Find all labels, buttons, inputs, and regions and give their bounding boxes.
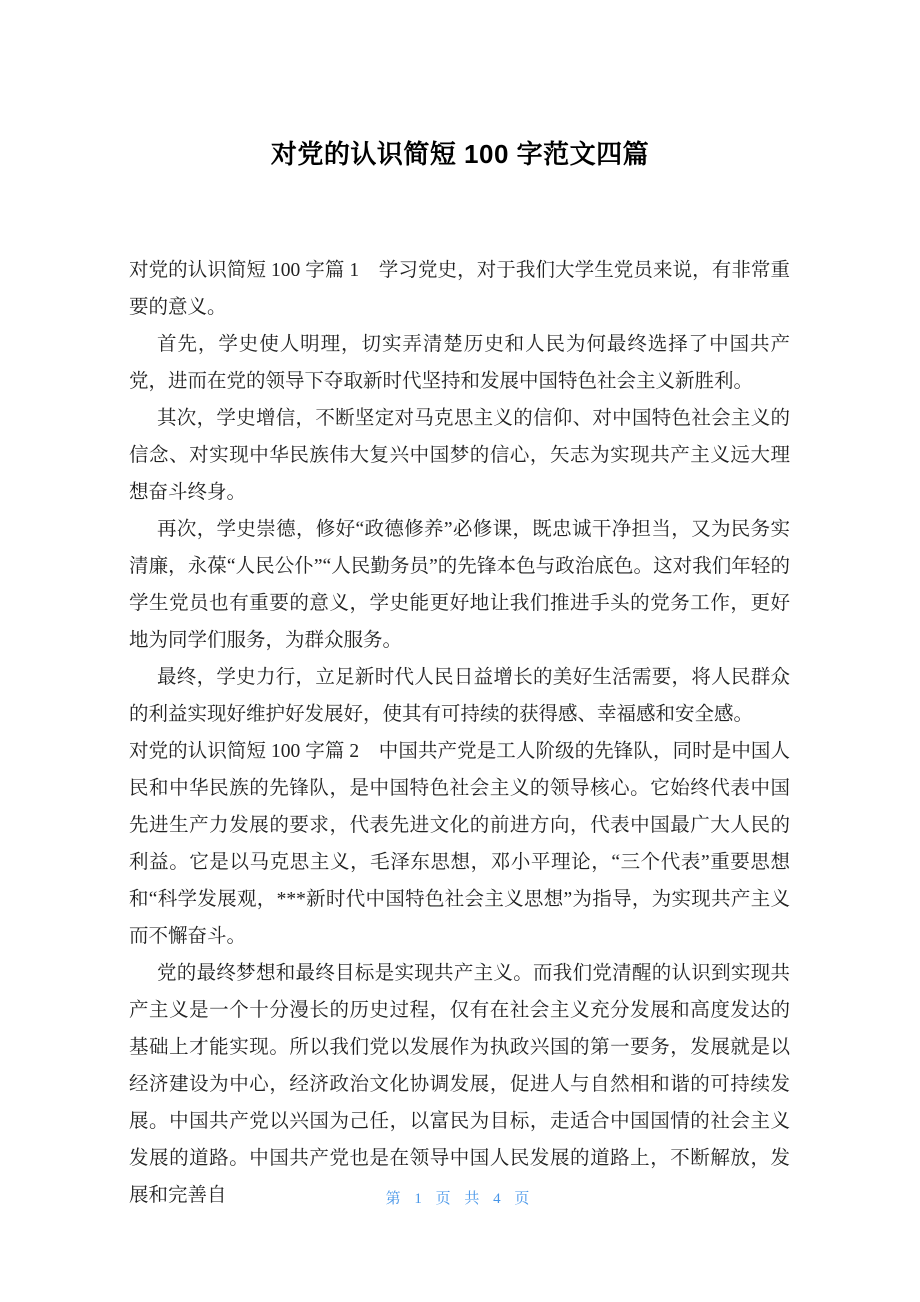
paragraph: 对党的认识简短 100 字篇 2 中国共产党是工人阶级的先锋队，同时是中国人民和中华民族的先锋队，是中国特色社会主义的领导核心。它始终代表中国先进生产力发展的要求，代表先进文化的前进方向，代表中国最广大人民的利益。它是以马克思主义，毛泽东思想，邓小平理论，“三个代表”重要思想和“科学发展观，***新时代中国特色社会主义思想”为指导，为实现共产主义而不懈奋斗。 [129, 741, 790, 947]
document-title: 对党的认识简短 100 字范文四篇 [270, 139, 650, 169]
paragraph: 其次，学史增信，不断坚定对马克思主义的信仰、对中国特色社会主义的信念、对实现中华民族伟大复兴中国梦的信心，矢志为实现共产主义远大理想奋斗终身。 [129, 408, 790, 503]
page-footer [0, 1188, 920, 1210]
paragraph: 最终，学史力行，立足新时代人民日益增长的美好生活需要，将人民群众的利益实现好维护好发展好，使其有可持续的获得感、幸福感和安全感。 [129, 667, 790, 725]
page-number-text: 第 1 页 共 4 页 [385, 1191, 535, 1207]
document-body [129, 252, 790, 1214]
paragraph: 再次，学史崇德，修好“政德修养”必修课，既忠诚干净担当，又为民务实清廉，永葆“人民公仆”“人民勤务员”的先锋本色与政治底色。这对我们年轻的学生党员也有重要的意义，学史能更好地让我们推进手头的党务工作，更好地为同学们服务，为群众服务。 [129, 519, 790, 651]
paragraph: 对党的认识简短 100 字篇 1 学习党史，对于我们大学生党员来说，有非常重要的意义。 [129, 260, 790, 318]
paragraph: 首先，学史使人明理，切实弄清楚历史和人民为何最终选择了中国共产党，进而在党的领导下夺取新时代坚持和发展中国特色社会主义新胜利。 [129, 334, 790, 392]
paragraph: 党的最终梦想和最终目标是实现共产主义。而我们党清醒的认识到实现共产主义是一个十分漫长的历史过程，仅有在社会主义充分发展和高度发达的基础上才能实现。所以我们党以发展作为执政兴国的第一要务，发展就是以经济建设为中心，经济政治文化协调发展，促进人与自然相和谐的可持续发展。中国共产党以兴国为己任，以富民为目标，走适合中国国情的社会主义发展的道路。中国共产党也是在领导中国人民发展的道路上，不断解放，发展和完善自 [129, 963, 790, 1206]
